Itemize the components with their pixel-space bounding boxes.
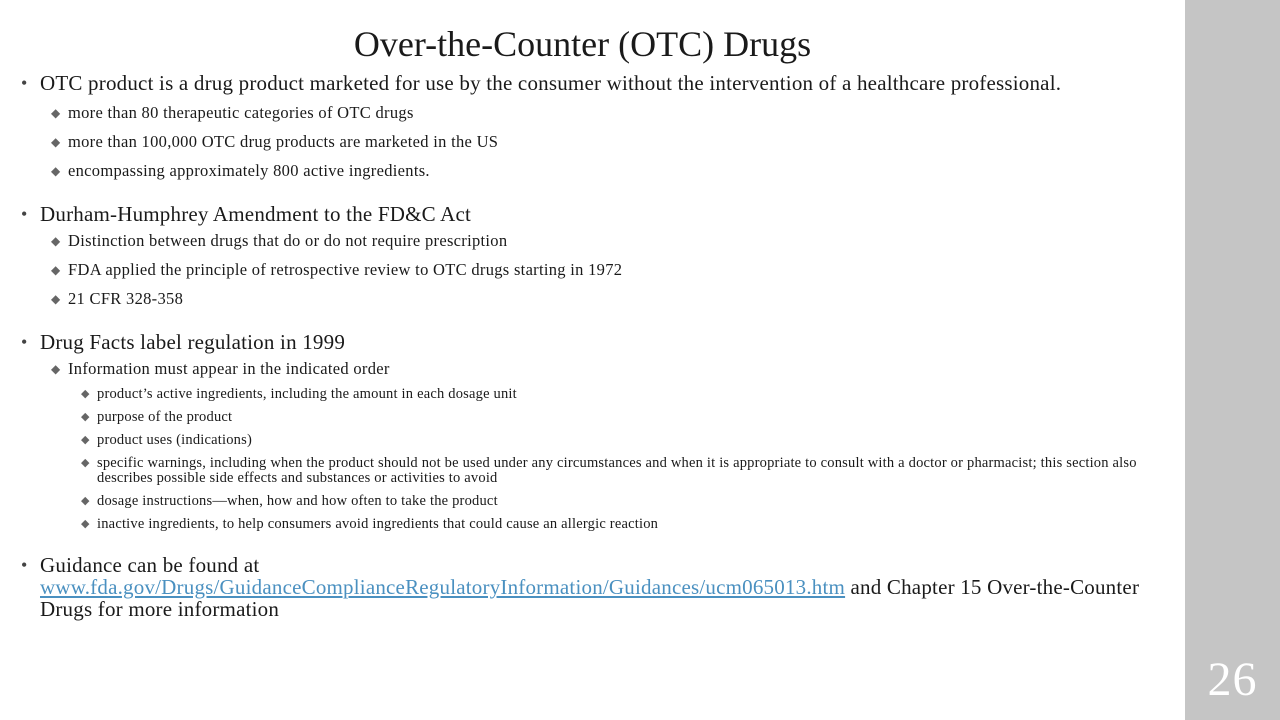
slide-body xyxy=(18,72,1158,620)
sub-bullet-text: more than 80 therapeutic categories of OTC drugs xyxy=(68,103,414,122)
bullet-dot-icon: • xyxy=(21,73,28,93)
sub-bullet-text: encompassing approximately 800 active ingredients. xyxy=(68,161,430,180)
bullet-dot-icon: ◆ xyxy=(81,434,90,446)
sub-bullet-text: FDA applied the principle of retrospective review to OTC drugs starting in 1972 xyxy=(68,260,623,279)
sub-sub-bullet xyxy=(18,410,1158,425)
sub-bullet xyxy=(18,359,1158,379)
sub-sub-bullet xyxy=(18,456,1158,486)
sub-bullet xyxy=(18,289,1158,309)
sub-sub-bullet xyxy=(18,387,1158,402)
bullet-text: Drug Facts label regulation in 1999 xyxy=(40,330,346,354)
bullet-dot-icon: • xyxy=(21,555,28,575)
bullet-dot-icon: ◆ xyxy=(51,135,61,149)
bullet-dot-icon: ◆ xyxy=(81,457,90,469)
bullet-dot-icon: ◆ xyxy=(51,234,61,248)
bullet-guidance xyxy=(18,554,1158,620)
sub-bullet-text: 21 CFR 328-358 xyxy=(68,289,184,308)
bullet-dot-icon: ◆ xyxy=(81,411,90,423)
bullet-drug-facts xyxy=(18,331,1158,353)
bullet-dot-icon: ◆ xyxy=(51,362,61,376)
sub-bullet xyxy=(18,103,1158,123)
bullet-durham-humphrey xyxy=(18,203,1158,225)
sub-bullet xyxy=(18,231,1158,251)
slide-title: Over-the-Counter (OTC) Drugs xyxy=(353,24,812,64)
bullet-text-suffix: and Chapter 15 Over-the-Counter Drugs for more information xyxy=(40,575,1140,621)
sub-sub-bullet xyxy=(18,517,1158,532)
sub-bullet xyxy=(18,161,1158,181)
sub-bullet-text: more than 100,000 OTC drug products are marketed in the US xyxy=(68,132,499,151)
sub-bullet-text: Distinction between drugs that do or do not require prescription xyxy=(68,231,508,250)
bullet-dot-icon: ◆ xyxy=(51,292,61,306)
bullet-dot-icon: • xyxy=(21,204,28,224)
sub-bullet-text: Information must appear in the indicated order xyxy=(68,359,390,378)
bullet-dot-icon: ◆ xyxy=(81,495,90,507)
sub-sub-bullet-text: specific warnings, including when the product should not be used under any circumstances and when it is appropriate to consult with a doctor or pharmacist; this section also describes possible side effects and substances or activities to avoid xyxy=(97,455,1137,486)
bullet-dot-icon: ◆ xyxy=(51,263,61,277)
sub-sub-bullet xyxy=(18,433,1158,448)
bullet-text: Durham-Humphrey Amendment to the FD&C Act xyxy=(40,202,472,226)
bullet-dot-icon: • xyxy=(21,332,28,352)
bullet-dot-icon: ◆ xyxy=(81,388,90,400)
bullet-dot-icon: ◆ xyxy=(81,518,90,530)
fda-guidance-link[interactable]: www.fda.gov/Drugs/GuidanceComplianceRegulatoryInformation/Guidances/ucm065013.htm xyxy=(40,575,846,599)
bullet-otc-definition xyxy=(18,72,1158,94)
sub-sub-bullet-text: purpose of the product xyxy=(97,409,233,425)
sub-bullet xyxy=(18,260,1158,280)
bullet-text: Guidance can be found at xyxy=(40,553,260,577)
sidebar-band xyxy=(1185,0,1280,720)
sub-bullet xyxy=(18,132,1158,152)
bullet-dot-icon: ◆ xyxy=(51,106,61,120)
sub-sub-bullet-text: product uses (indications) xyxy=(97,432,253,448)
sub-sub-bullet-text: inactive ingredients, to help consumers avoid ingredients that could cause an allergic reaction xyxy=(97,516,659,532)
sub-sub-bullet-text: dosage instructions—when, how and how often to take the product xyxy=(97,493,498,509)
sub-sub-bullet-text: product’s active ingredients, including the amount in each dosage unit xyxy=(97,386,517,402)
sub-sub-bullet xyxy=(18,494,1158,509)
bullet-dot-icon: ◆ xyxy=(51,164,61,178)
bullet-text: OTC product is a drug product marketed for use by the consumer without the intervention of a healthcare professional. xyxy=(40,71,1062,95)
slide-number: 26 xyxy=(1207,653,1258,706)
